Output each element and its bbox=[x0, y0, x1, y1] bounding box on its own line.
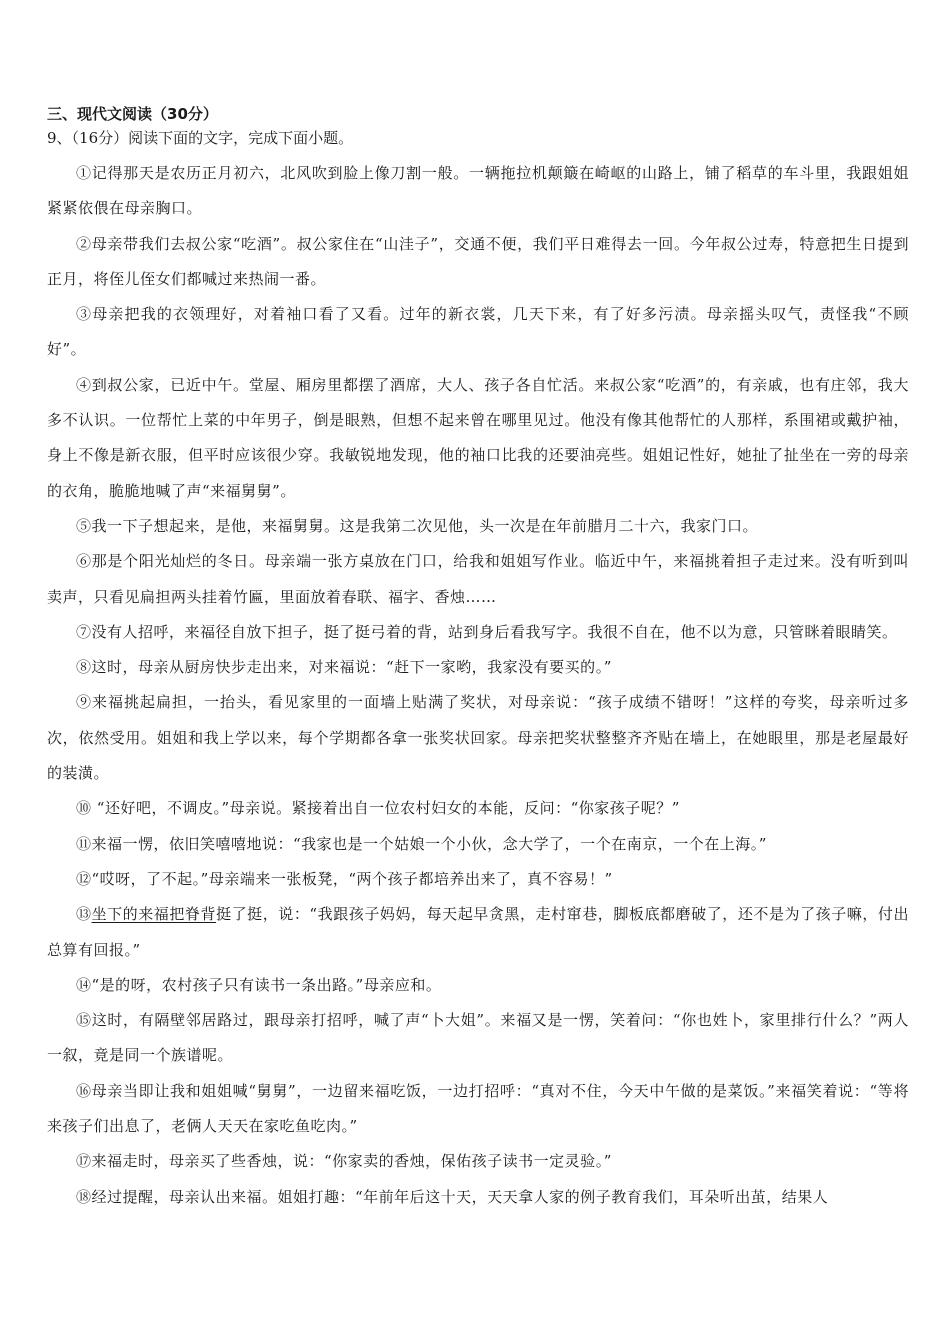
question-number: 9、 bbox=[47, 129, 72, 147]
paragraph-3 bbox=[47, 297, 909, 368]
reading-passage bbox=[47, 156, 909, 1215]
paragraph-number: ⑪ bbox=[76, 834, 92, 853]
paragraph-number: ⑫ bbox=[76, 869, 92, 888]
paragraph-number: ⑨ bbox=[76, 693, 93, 712]
paragraph-number: ⑩ bbox=[76, 799, 92, 818]
paragraph-number: ③ bbox=[76, 305, 93, 324]
paragraph-number: ⑧ bbox=[76, 658, 92, 677]
paragraph-1 bbox=[47, 156, 909, 227]
paragraph-number: ⑥ bbox=[76, 552, 92, 571]
paragraph-text: 来福走时，母亲买了些香烛，说：“你家卖的香烛，保佑孩子读书一定灵验。” bbox=[91, 1152, 612, 1171]
paragraph-number: ⑰ bbox=[76, 1152, 92, 1171]
paragraph-13 bbox=[47, 897, 909, 968]
paragraph-17 bbox=[47, 1144, 909, 1179]
paragraph-text: 来福挑起扁担，一抬头，看见家里的一面墙上贴满了奖状，对母亲说：“孩子成绩不错呀！”这样的夸奖，母亲听过多次，依然受用。姐姐和我上学以来，每个学期都各拿一张奖状回家。母亲把奖状整整齐齐贴在墙上，在她眼里，那是老屋最好的装潢。 bbox=[47, 693, 909, 783]
paragraph-10 bbox=[47, 791, 909, 826]
paragraph-number: ⑤ bbox=[76, 516, 92, 535]
paragraph-text: “还好吧，不调皮。”母亲说。紧接着出自一位农村妇女的本能，反问：“你家孩子呢？” bbox=[91, 799, 680, 818]
paragraph-text: “哎呀，了不起。”母亲端来一张板凳，“两个孩子都培养出来了，真不容易！” bbox=[91, 869, 613, 888]
paragraph-9 bbox=[47, 685, 909, 791]
paragraph-number: ⑱ bbox=[76, 1187, 92, 1206]
paragraph-number: ① bbox=[76, 164, 92, 182]
paragraph-2 bbox=[47, 227, 909, 298]
underlined-phrase: 坐下的来福把脊背 bbox=[91, 905, 217, 924]
paragraph-15 bbox=[47, 1003, 909, 1074]
paragraph-number: ⑦ bbox=[76, 622, 92, 641]
paragraph-4 bbox=[47, 368, 909, 509]
paragraph-text: 挺了挺，说：“我跟孩子妈妈，每天起早贪黑，走村窜巷，脚板底都磨破了，还不是为了孩子嘛，付出总算有回报。” bbox=[47, 905, 909, 959]
paragraph-number: ⑮ bbox=[76, 1011, 92, 1030]
paragraph-text: 没有人招呼，来福径自放下担子，挺了挺弓着的背，站到身后看我写字。我很不自在，他不以为意，只管眯着眼睛笑。 bbox=[91, 622, 898, 641]
question-instruction: （16分）阅读下面的文字，完成下面小题。 bbox=[71, 129, 354, 147]
paragraph-16 bbox=[47, 1074, 909, 1145]
paragraph-text: 经过提醒，母亲认出来福。姐姐打趣：“年前年后这十天，天天拿人家的例子教育我们，耳朵听出茧，结果人 bbox=[91, 1187, 829, 1206]
paragraph-7 bbox=[47, 615, 909, 650]
paragraph-text: 母亲把我的衣领理好，对着袖口看了又看。过年的新衣裳，几天下来，有了好多污渍。母亲摇头叹气，责怪我“不顾好”。 bbox=[47, 305, 909, 359]
paragraph-12 bbox=[47, 862, 909, 897]
section-title: 三、现代文阅读（30分） bbox=[47, 105, 218, 123]
paragraph-14 bbox=[47, 968, 909, 1003]
paragraph-text: 这时，有隔壁邻居路过，跟母亲打招呼，喊了声“卜大姐”。来福又是一愣，笑着问：“你也姓卜，家里排行什么？”两人一叙，竟是同一个族谱呢。 bbox=[47, 1011, 909, 1065]
paragraph-text: 记得那天是农历正月初六，北风吹到脸上像刀割一般。一辆拖拉机颠簸在崎岖的山路上，铺了稻草的车斗里，我跟姐姐紧紧依偎在母亲胸口。 bbox=[47, 164, 909, 218]
paragraph-11 bbox=[47, 827, 909, 862]
question-header bbox=[47, 128, 353, 148]
paragraph-text: “是的呀，农村孩子只有读书一条出路。”母亲应和。 bbox=[91, 975, 442, 994]
paragraph-5 bbox=[47, 509, 909, 544]
paragraph-text: 那是个阳光灿烂的冬日。母亲端一张方桌放在门口，给我和姐姐写作业。临近中午，来福挑着担子走过来。没有听到叫卖声，只看见扁担两头挂着竹匾，里面放着春联、福字、香烛…… bbox=[47, 552, 909, 606]
paragraph-text: 来福一愣，依旧笑嘻嘻地说：“我家也是一个姑娘一个小伙，念大学了，一个在南京，一个在上海。” bbox=[91, 834, 767, 853]
paragraph-18 bbox=[47, 1180, 909, 1215]
paragraph-number: ⑭ bbox=[76, 975, 92, 994]
paragraph-text: 我一下子想起来，是他，来福舅舅。这是我第二次见他，头一次是在年前腊月二十六，我家门口。 bbox=[91, 516, 759, 535]
paragraph-number: ⑬ bbox=[76, 905, 92, 924]
paragraph-number: ② bbox=[76, 234, 92, 253]
paragraph-text: 母亲带我们去叔公家“吃酒”。叔公家住在“山洼子”，交通不便，我们平日难得去一回。今年叔公过寿，特意把生日提到正月，将侄儿侄女们都喊过来热闹一番。 bbox=[47, 234, 909, 288]
paragraph-number: ④ bbox=[76, 375, 92, 394]
paragraph-text: 到叔公家，已近中午。堂屋、厢房里都摆了酒席，大人、孩子各自忙活。来叔公家“吃酒”的，有亲戚，也有庄邻，我大多不认识。一位帮忙上菜的中年男子，倒是眼熟，但想不起来曾在哪里见过。他没有像其他帮忙的人那样，系围裙或戴护袖，身上不像是新衣服，但平时应该很少穿。我敏锐地发现，他的袖口比我的还要油亮些。姐姐记性好，她扯了扯坐在一旁的母亲的衣角，脆脆地喊了声“来福舅舅”。 bbox=[47, 375, 909, 500]
paragraph-text: 这时，母亲从厨房快步走出来，对来福说：“赶下一家哟，我家没有要买的。” bbox=[91, 658, 612, 677]
paragraph-6 bbox=[47, 544, 909, 615]
paragraph-8 bbox=[47, 650, 909, 685]
paragraph-number: ⑯ bbox=[76, 1081, 92, 1100]
paragraph-text: 母亲当即让我和姐姐喊“舅舅”，一边留来福吃饭，一边打招呼：“真对不住，今天中午做的是菜饭。”来福笑着说：“等将来孩子们出息了，老俩人天天在家吃鱼吃肉。” bbox=[47, 1081, 909, 1136]
